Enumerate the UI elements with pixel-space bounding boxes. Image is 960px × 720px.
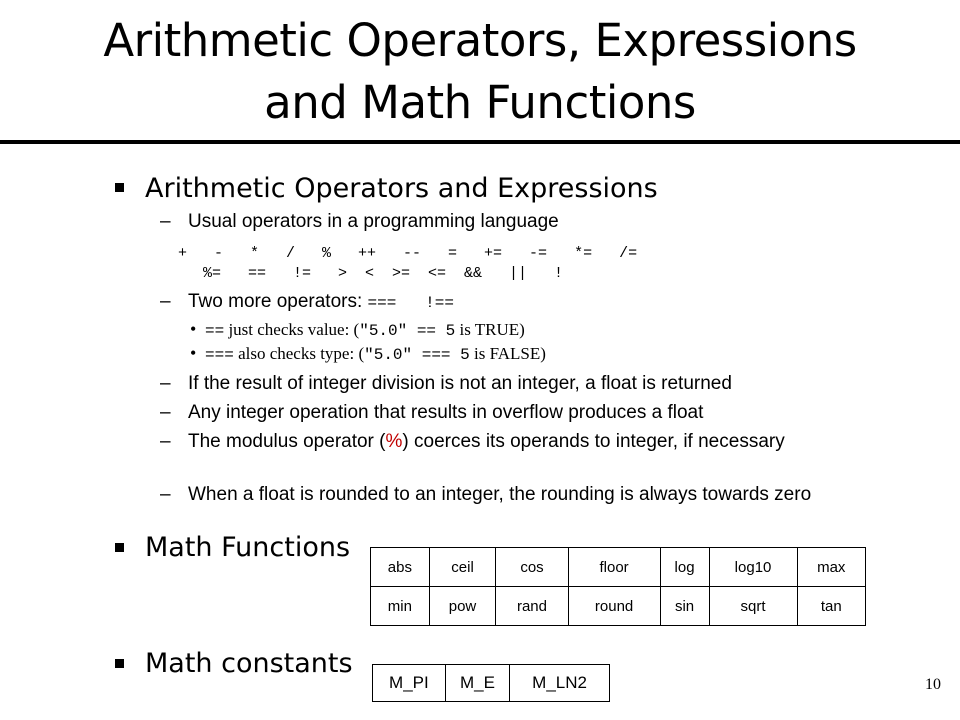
check-value-code: "5.0" == 5 [359, 322, 456, 340]
heading-operators: Arithmetic Operators and Expressions [145, 173, 658, 204]
modulus-text [188, 431, 848, 452]
dash-bullet: – [160, 431, 171, 452]
two-more-operators [188, 291, 454, 314]
modulus-post: ) coerces its operands to integer, if necessary [402, 431, 785, 452]
square-bullet-icon [115, 183, 124, 192]
function-cell: log10 [709, 548, 797, 587]
constant-cell: M_PI [373, 665, 446, 702]
operators-line-1: + - * / % ++ -- = += -= *= /= [178, 245, 638, 262]
check-type-code: "5.0" === 5 [364, 346, 470, 364]
title-line-2: and Math Functions [264, 76, 696, 129]
constant-cell: M_E [445, 665, 509, 702]
function-cell: pow [429, 587, 496, 626]
table-row [371, 548, 866, 587]
dash-bullet: – [160, 402, 171, 423]
square-bullet-icon [115, 543, 124, 552]
function-cell: log [660, 548, 709, 587]
dot-bullet: • [190, 319, 197, 339]
title-divider [0, 140, 960, 144]
operators-line-2: %= == != > < >= <= && || ! [203, 265, 564, 282]
function-cell: floor [568, 548, 660, 587]
dash-bullet: – [160, 211, 171, 232]
function-cell: round [568, 587, 660, 626]
check-type-text: also checks type: ( [233, 344, 365, 363]
function-cell: max [797, 548, 866, 587]
math-constants-table [372, 664, 610, 702]
overflow-text: Any integer operation that results in overflow produces a float [188, 402, 704, 423]
page-number: 10 [925, 676, 941, 693]
op-identical: === [205, 346, 234, 364]
check-value-result: is TRUE) [455, 320, 525, 339]
dash-bullet: – [160, 291, 171, 312]
usual-operators-text: Usual operators in a programming language [188, 211, 559, 232]
constant-cell: M_LN2 [510, 665, 610, 702]
function-cell: tan [797, 587, 866, 626]
check-value-line [205, 320, 525, 341]
math-functions-table [370, 547, 866, 626]
two-more-text: Two more operators: [188, 291, 368, 312]
heading-math-functions: Math Functions [145, 532, 351, 563]
function-cell: min [371, 587, 430, 626]
modulus-pre: The modulus operator ( [188, 431, 386, 452]
function-cell: ceil [429, 548, 496, 587]
square-bullet-icon [115, 659, 124, 668]
function-cell: abs [371, 548, 430, 587]
check-type-line [205, 344, 546, 365]
modulus-symbol: % [385, 431, 403, 452]
rounding-text: When a float is rounded to an integer, the rounding is always towards zero [188, 484, 812, 505]
function-cell: rand [496, 587, 568, 626]
function-cell: sin [660, 587, 709, 626]
check-type-result: is FALSE) [469, 344, 546, 363]
table-row [373, 665, 610, 702]
op-eq: == [205, 322, 225, 340]
dash-bullet: – [160, 484, 171, 505]
two-more-ops: === !== [367, 294, 454, 312]
function-cell: cos [496, 548, 568, 587]
heading-math-constants: Math constants [145, 648, 353, 679]
dash-bullet: – [160, 373, 171, 394]
table-row [371, 587, 866, 626]
int-division-text: If the result of integer division is not an integer, a float is returned [188, 373, 732, 394]
title-line-1: Arithmetic Operators, Expressions [103, 14, 857, 67]
check-value-text: just checks value: ( [224, 320, 360, 339]
function-cell: sqrt [709, 587, 797, 626]
dot-bullet: • [190, 343, 197, 363]
